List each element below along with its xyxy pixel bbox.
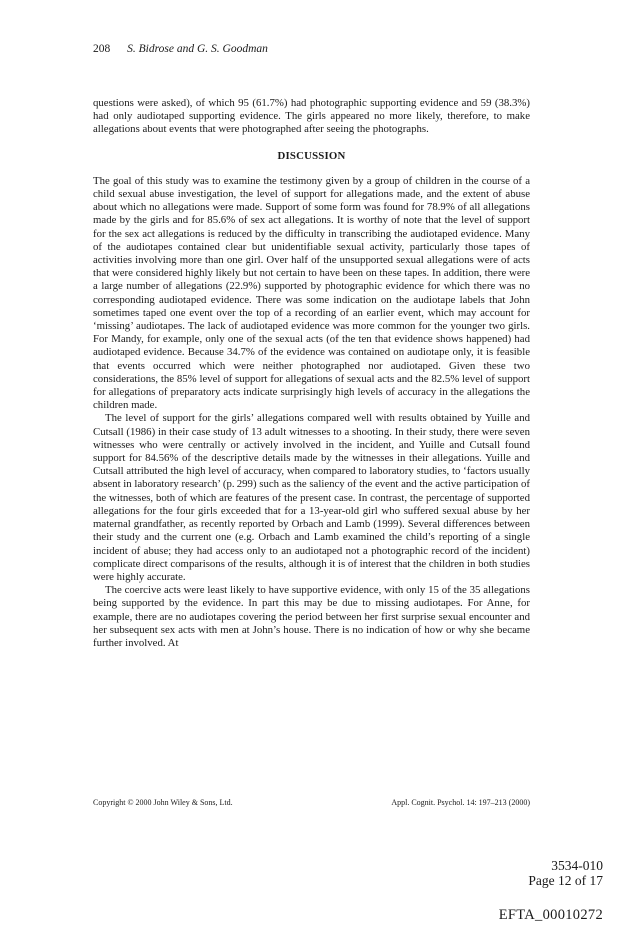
document-id: 3534-010 (551, 858, 603, 873)
paragraph-intro: questions were asked), of which 95 (61.7%) had photographic supporting evidence and 59 (38.3%) had only audiotaped supporting evidence. The girls appeared no more likely, therefore, to make allegations about events that were photographed after seeing the photographs. (93, 97, 530, 136)
document-stamp (528, 858, 603, 888)
section-heading: DISCUSSION (277, 149, 346, 162)
running-header (93, 43, 268, 55)
journal-citation: Appl. Cognit. Psychol. 14: 197–213 (2000) (391, 798, 530, 807)
article-body (93, 97, 530, 650)
copyright-notice: Copyright © 2000 John Wiley & Sons, Ltd. (93, 798, 233, 807)
page-footer (93, 798, 530, 807)
page-counter: Page 12 of 17 (528, 873, 603, 888)
running-head-authors: S. Bidrose and G. S. Goodman (127, 43, 268, 55)
paragraph-2: The level of support for the girls’ allegations compared well with results obtained by Yuille and Cutsall (1986) in their case study of 13 adult witnesses to a shooting. In their study, there were seven witnesses who were centrally or actively involved in the incident, and Yuille and Cutsall found support for 84.56% of the descriptive details made by the witnesses in their allegations. Yuille and Cutsall attributed the high level of accuracy, when compared to laboratory studies, to ‘factors usually absent in laboratory research’ (p. 299) such as the saliency of the event and the active participation of the witnesses, both of which are features of the present case. In contrast, the percentage of supported allegations for the four girls exceeded that for a 13-year-old girl who suffered sexual abuse by her maternal grandfather, as recently reported by Orbach and Lamb (1999). Several differences between their study and the current one (e.g. Orbach and Lamb examined the child’s reporting of a single incident of abuse; they had access only to an audiotaped not a photographic record of the incident) complicate direct comparisons of the results, although it is of interest that the children in both studies were highly accurate. (93, 412, 530, 583)
paragraph-1: The goal of this study was to examine the testimony given by a group of children in the course of a child sexual abuse investigation, the level of support for allegations made, and the extent of abuse about which no allegations were made. Support of some form was found for 78.9% of all allegations made by the girls and for 85.6% of sex act allegations. It is worthy of note that the level of support for the sex act allegations is reduced by the difficulty in transcribing the audiotaped evidence. Many of the audiotapes contained clear but unidentifiable sexual activity, particularly those tapes of activities involving more than one girl. Over half of the unsupported sexual allegations were of acts that were considered highly likely but not certain to have been on these tapes. In addition, there were a large number of allegations (22.9%) supported by photographic evidence for which there was no corresponding audiotaped evidence. There was some indication on the audiotape labels that John sometimes taped one event over the top of a recording of an earlier event, which may account for ‘missing’ audiotapes. The lack of audiotaped evidence was more common for the younger two girls. For Mandy, for example, only one of the sexual acts (of the ten that evidence shows happened) had audiotaped evidence. Because 34.7% of the evidence was contained on audiotape only, it is feasible that events occurred which were neither photographed nor audiotaped. Given these two considerations, the 85% level of support for allegations of sexual acts and the 82.5% level of support for allegations of preparatory acts indicate surprisingly high levels of accuracy in the allegations the children made. (93, 174, 530, 412)
page-number: 208 (93, 43, 111, 55)
bates-number: EFTA_00010272 (498, 907, 603, 923)
paragraph-3: The coercive acts were least likely to have supportive evidence, with only 15 of the 35 allegations being supported by the evidence. In part this may be due to missing audiotapes. For Anne, for example, there are no audiotapes covering the period between her first surprise sexual encounter and her subsequent sex acts with men at John’s house. There is no indication of how or why she became further involved. At (93, 584, 530, 649)
